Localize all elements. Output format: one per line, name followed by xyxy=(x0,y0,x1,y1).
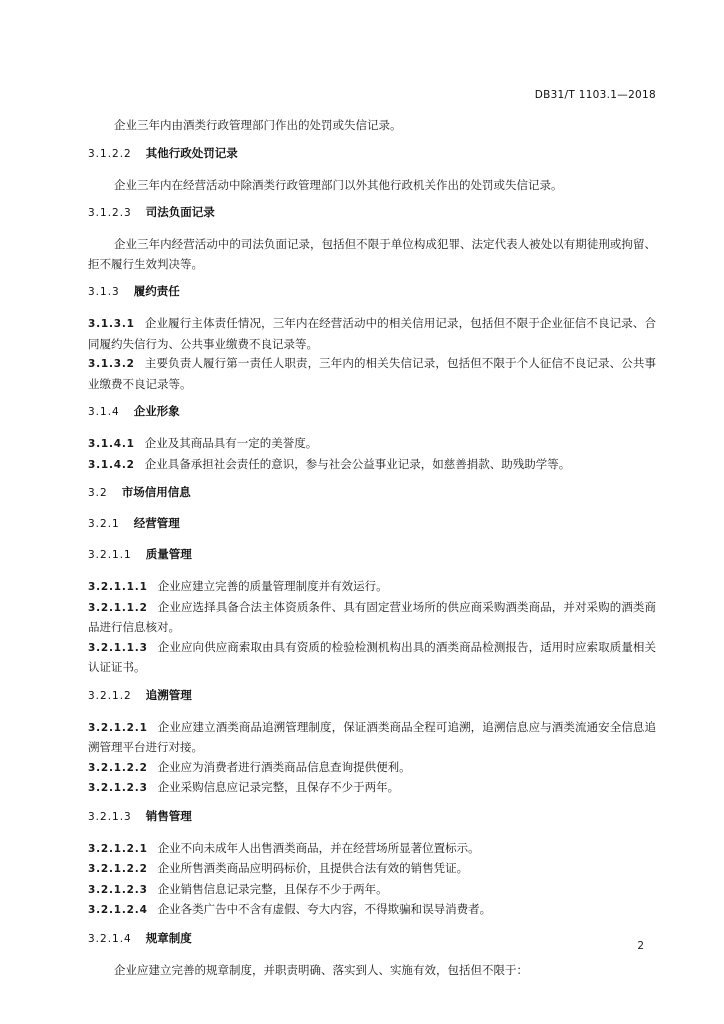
section-number: 3.1.3 xyxy=(88,286,120,298)
clause-number: 3.2.1.2.2 xyxy=(88,761,148,774)
clause-text: 企业应选择具备合法主体资质条件、具有固定营业场所的供应商采购酒类商品，并对采购的酒类商品进行信息核对。 xyxy=(88,599,656,634)
clause-text: 企业应建立酒类商品追溯管理制度，保证酒类商品全程可追溯，追溯信息应与酒类流通安全信息追溯管理平台进行对接。 xyxy=(88,719,656,754)
clause-group xyxy=(88,839,656,921)
section-number: 3.1.4 xyxy=(88,406,120,418)
clause-number: 3.2.1.2.4 xyxy=(88,904,148,916)
clause-item xyxy=(88,900,656,921)
section-heading xyxy=(88,930,656,947)
clause-item xyxy=(88,718,656,758)
clause-text: 企业应建立完善的质量管理制度并有效运行。 xyxy=(157,579,388,593)
section-number: 3.2.1 xyxy=(88,518,120,530)
clause-number: 3.2.1.2.2 xyxy=(88,863,148,875)
clause-item xyxy=(88,859,656,880)
section-title: 司法负面记录 xyxy=(145,205,215,219)
paragraph: 企业应建立完善的规章制度，并职责明确、落实到人、实施有效，包括但不限于： xyxy=(114,962,528,977)
clause-text: 主要负责人履行第一责任人职责，三年内的相关失信记录，包括但不限于个人征信不良记录、公共事业缴费不良记录等。 xyxy=(88,356,656,391)
section-heading xyxy=(88,687,656,704)
section-number: 3.2 xyxy=(88,487,108,499)
clause-number: 3.2.1.2.3 xyxy=(88,782,148,794)
clause-number: 3.1.4.2 xyxy=(88,458,135,471)
section-title: 经营管理 xyxy=(133,516,180,530)
clause-text: 企业不向未成年人出售酒类商品，并在经营场所显著位置标示。 xyxy=(157,840,480,855)
section-heading xyxy=(88,204,656,221)
clause-text: 企业采购信息应记录完整，且保存不少于两年。 xyxy=(157,780,400,794)
section-title: 企业形象 xyxy=(133,404,180,418)
clause-text: 企业应为消费者进行酒类商品信息查询提供便利。 xyxy=(157,759,411,774)
clause-item xyxy=(88,758,656,779)
document-id-header: DB31/T 1103.1—2018 xyxy=(534,89,656,101)
section-title: 质量管理 xyxy=(145,547,192,561)
clause-number: 3.2.1.1.1 xyxy=(88,581,148,593)
clause-text: 企业所售酒类商品应明码标价，且提供合法有效的销售凭证。 xyxy=(157,861,469,875)
clause-group xyxy=(88,718,656,799)
clause-text: 企业应向供应商索取由具有资质的检验检测机构出具的酒类商品检测报告，适用时应索取质量相关认证证书。 xyxy=(88,639,656,674)
clause-text: 企业销售信息记录完整，且保存不少于两年。 xyxy=(157,881,388,896)
section-number: 3.1.2.2 xyxy=(88,147,132,160)
clause-item xyxy=(88,778,656,799)
section-heading xyxy=(88,484,656,501)
clause-text: 企业履行主体责任情况，三年内在经营活动中的相关信用记录，包括但不限于企业征信不良记录、合同履约失信行为、公共事业缴费不良记录等。 xyxy=(88,316,656,351)
clause-number: 3.1.4.1 xyxy=(88,438,135,450)
section-heading xyxy=(88,283,656,300)
clause-item xyxy=(88,455,656,476)
clause-text: 企业具备承担社会责任的意识，参与社会公益事业记录，如慈善捐款、助残助学等。 xyxy=(144,456,571,471)
page-number: 2 xyxy=(637,940,644,952)
section-title: 其他行政处罚记录 xyxy=(145,145,238,160)
section-number: 3.2.1.4 xyxy=(88,932,132,945)
section-title: 销售管理 xyxy=(145,808,192,823)
section-number: 3.2.1.2 xyxy=(88,689,132,702)
document-body xyxy=(88,116,656,989)
clause-group xyxy=(88,314,656,394)
clause-group xyxy=(88,577,656,678)
clause-text: 企业及其商品具有一定的美誉度。 xyxy=(144,436,318,450)
section-title: 履约责任 xyxy=(133,284,180,298)
clause-number: 3.2.1.1.2 xyxy=(88,601,148,614)
clause-item xyxy=(88,434,656,455)
clause-number: 3.2.1.2.3 xyxy=(88,883,148,896)
clause-item xyxy=(88,598,656,638)
section-number: 3.2.1.3 xyxy=(88,810,132,823)
clause-item xyxy=(88,354,656,394)
clause-item xyxy=(88,638,656,678)
paragraph: 企业三年内在经营活动中除酒类行政管理部门以外其他行政机关作出的处罚或失信记录。 xyxy=(114,177,563,192)
section-heading xyxy=(88,403,656,420)
clause-item xyxy=(88,880,656,901)
clause-number: 3.1.3.2 xyxy=(88,358,135,370)
section-title: 规章制度 xyxy=(145,930,192,945)
section-number: 3.2.1.1 xyxy=(88,549,132,561)
section-heading xyxy=(88,145,656,162)
section-heading xyxy=(88,546,656,563)
clause-group xyxy=(88,434,656,475)
paragraph: 企业三年内经营活动中的司法负面记录，包括但不限于单位构成犯罪、法定代表人被处以有期徒刑或拘留、拒不履行生效判决等。 xyxy=(88,237,656,271)
clause-number: 3.2.1.2.1 xyxy=(88,842,148,855)
section-number: 3.1.2.3 xyxy=(88,207,132,219)
clause-number: 3.1.3.1 xyxy=(88,318,135,330)
section-title: 追溯管理 xyxy=(145,687,192,702)
clause-number: 3.2.1.1.3 xyxy=(88,641,148,654)
clause-item xyxy=(88,839,656,860)
paragraph: 企业三年内由酒类行政管理部门作出的处罚或失信记录。 xyxy=(114,118,402,132)
section-heading xyxy=(88,515,656,532)
section-heading xyxy=(88,808,656,825)
clause-number: 3.2.1.2.1 xyxy=(88,721,148,734)
clause-item xyxy=(88,577,656,598)
clause-item xyxy=(88,314,656,354)
clause-text: 企业各类广告中不含有虚假、夸大内容，不得欺骗和误导消费者。 xyxy=(157,902,492,916)
section-title: 市场信用信息 xyxy=(121,485,191,499)
